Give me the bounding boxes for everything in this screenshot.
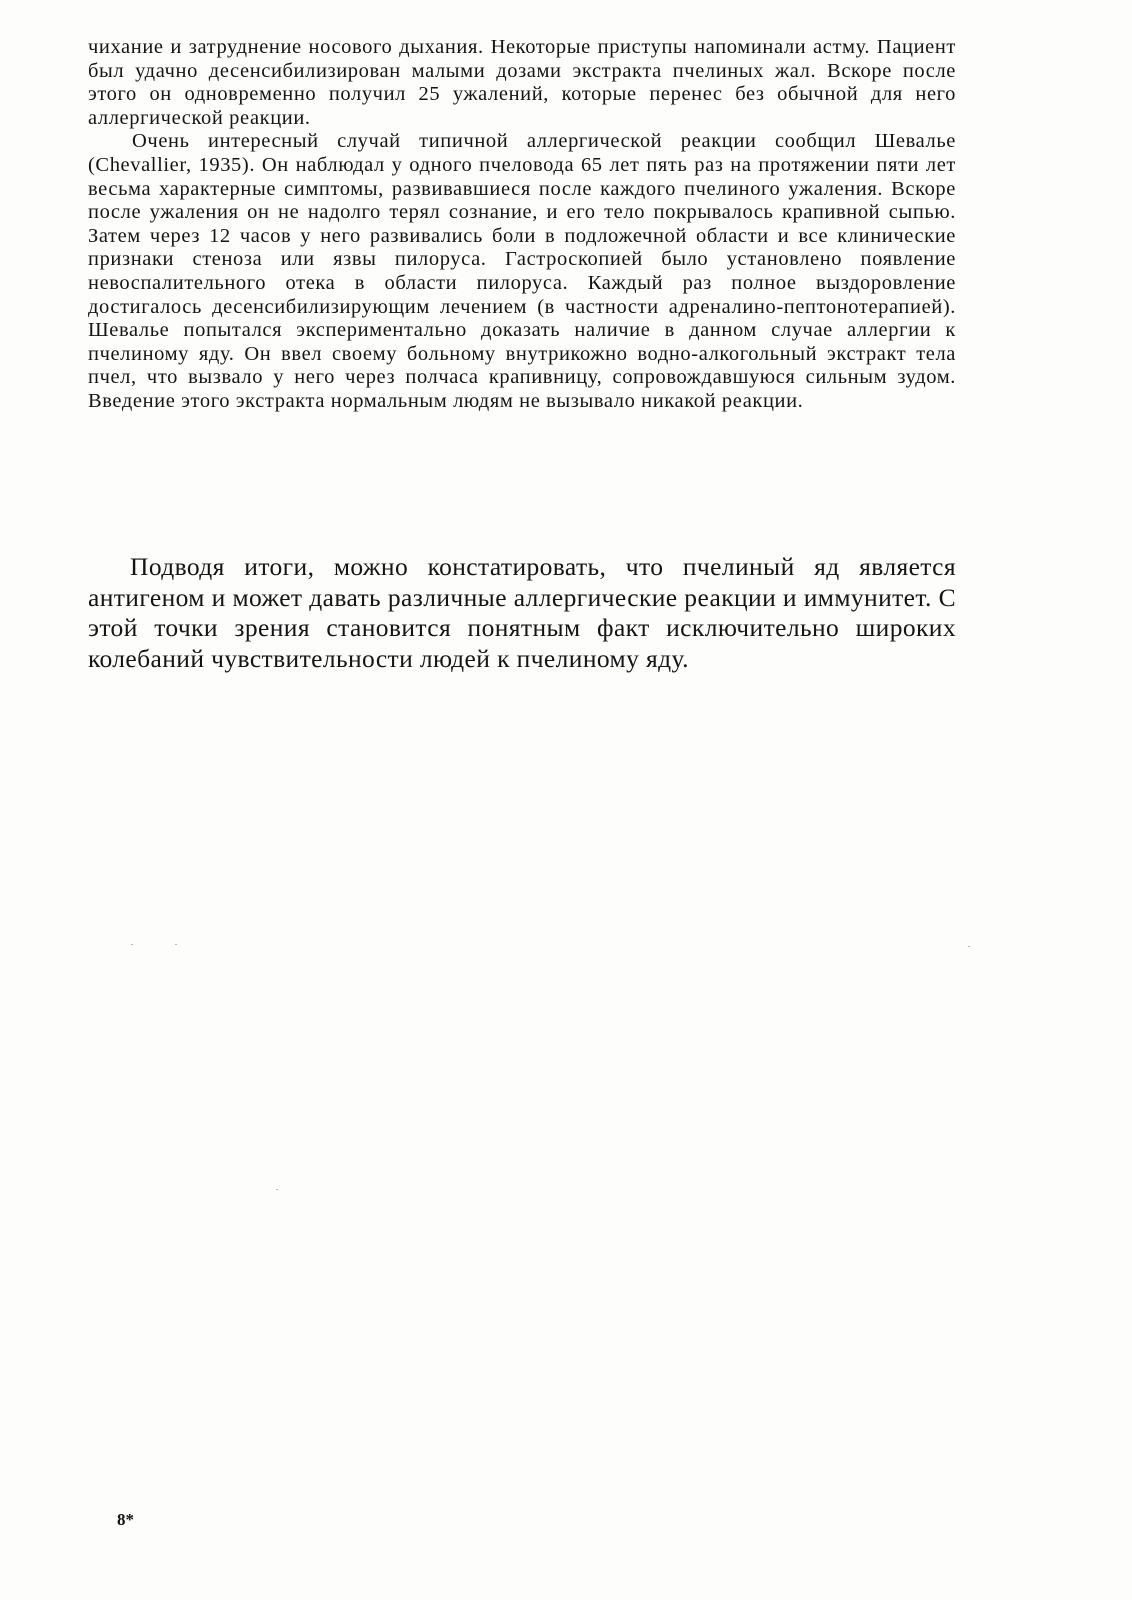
scan-speck [175, 944, 177, 945]
scan-speck [968, 946, 970, 947]
chevallier-case-paragraph: Очень интересный случай типичной аллергической реакции сообщил Шевалье (Chevallier, 1935). Он наблюдал у одного пчеловода 65 лет пять раз на протяжении пяти лет весьма характерные симптомы, развивавшиеся после каждого пчелиного ужаления. Вскоре после ужаления он не надолго терял сознание, и его тело покрывалось крапивной сыпью. Затем через 12 часов у него развивались боли в подложечной области и все клинические признаки стеноза или язвы пилоруса. Гастроскопией было установлено появление невоспалительного отека в области пилоруса. Каждый раз полное выздоровление достигалось десенсибилизирующим лечением (в частности адреналино-пептонотерапией). Шевалье попытался экспериментально доказать наличие в данном случае аллергии к пчелиному яду. Он ввел своему больному внутрикожно водно-алкогольный экстракт тела пчел, что вызвало у него через полчаса крапивницу, сопровождавшуюся сильным зудом. Введение этого экстракта нормальным людям не вызывало никакой реакции. [88, 130, 956, 412]
summary-section [88, 552, 956, 674]
small-print-section [88, 36, 956, 414]
summary-paragraph: Подводя итоги, можно констатировать, что пчелиный яд является антигеном и может давать различные аллергические реакции и иммунитет. С этой точки зрения становится понятным факт исключительно широких колебаний чувствительности людей к пчелиному яду. [88, 552, 956, 673]
continued-paragraph: чихание и затруднение носового дыхания. Некоторые приступы напоминали астму. Пациент был удачно десенсибилизирован малыми дозами экстракта пчелиных жал. Вскоре после этого он одновременно получил 25 ужалений, которые перенес без обычной для него аллергической реакции. [88, 36, 956, 129]
signature-mark: 8* [117, 1510, 134, 1529]
scan-speck [131, 944, 133, 945]
scan-speck [276, 1189, 278, 1190]
